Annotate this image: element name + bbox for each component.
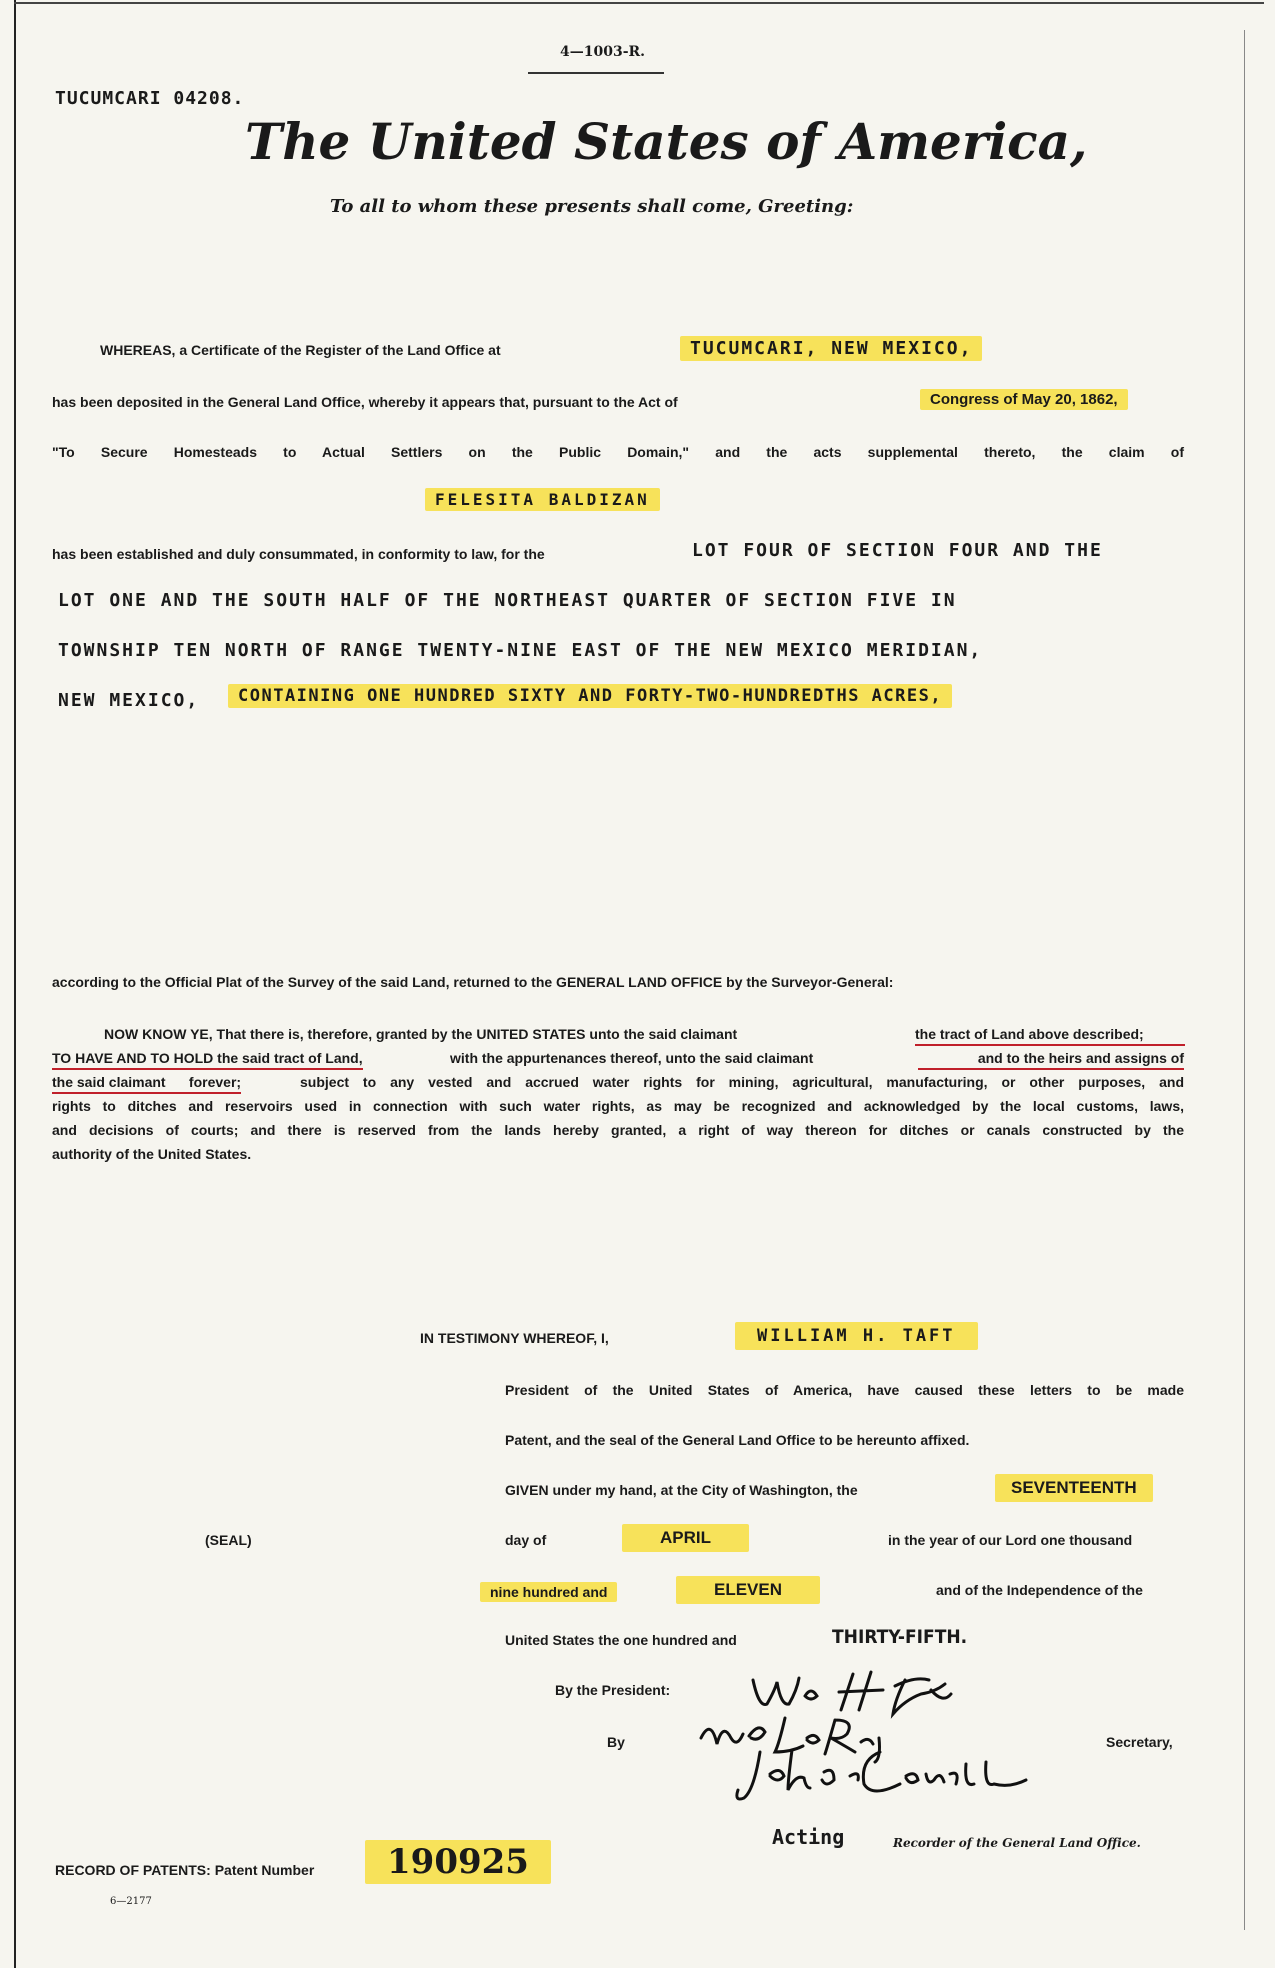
grant-line3b: subject to any vested and accrued water rights for mining, agricultural, manufacturing, or other purposes, and [300,1074,1184,1090]
land-description-2: LOT ONE AND THE SOUTH HALF OF THE NORTHEAST QUARTER OF SECTION FIVE IN [58,590,957,611]
day-of-label: day of [505,1532,547,1548]
form-number: 4—1003-R. [560,44,646,60]
serial-number: TUCUMCARI 04208. [55,88,245,109]
land-office: TUCUMCARI, NEW MEXICO, [680,336,982,361]
patent-number: 190925 [365,1840,551,1884]
grant-line2c: and to the heirs and assigns of [918,1048,1184,1070]
year-of-label: in the year of our Lord one thousand [888,1532,1133,1548]
document-title: The United States of America, [245,112,1088,171]
grant-line3a: the said claimant forever; [52,1072,241,1094]
testimony-line1: President of the United States of America, have caused these letters to be made [505,1382,1184,1398]
given-year: ELEVEN [676,1576,820,1604]
independence-year: THIRTY-FIFTH. [832,1626,968,1648]
grant-line2a: TO HAVE AND TO HOLD the said tract of Land, [52,1048,363,1070]
president-name: WILLIAM H. TAFT [735,1322,978,1350]
land-description-1: LOT FOUR OF SECTION FOUR AND THE [692,540,1103,561]
grant-line1b: the tract of Land above described; [915,1024,1185,1046]
grant-line4: rights to ditches and reservoirs used in connection with such water rights, as may be recognized and acknowledged by the local customs, laws, [52,1098,1184,1114]
grant-line1a: NOW KNOW YE, That there is, therefore, granted by the UNITED STATES unto the said claimant [104,1026,738,1042]
bottom-form-number: 6—2177 [110,1896,152,1907]
by-president-label: By the President: [555,1682,671,1698]
left-border [14,0,16,1968]
seal-label: (SEAL) [205,1532,252,1548]
land-acreage: CONTAINING ONE HUNDRED SIXTY AND FORTY-TWO-HUNDREDTHS ACRES, [228,684,952,708]
land-description-3: TOWNSHIP TEN NORTH OF RANGE TWENTY-NINE EAST OF THE NEW MEXICO MERIDIAN, [58,640,983,661]
given-month: APRIL [622,1524,749,1552]
testimony-intro: IN TESTIMONY WHEREOF, I, [420,1330,609,1346]
greeting: To all to whom these presents shall come, Greeting: [330,196,854,217]
testimony-line2: Patent, and the seal of the General Land Office to be hereunto affixed. [505,1432,970,1448]
claimant-name: FELESITA BALDIZAN [425,488,660,511]
independence-label: and of the Independence of the [936,1582,1143,1598]
recorder-signature [730,1740,1050,1810]
grant-line6: authority of the United States. [52,1146,252,1162]
grant-line5: and decisions of courts; and there is reserved from the lands hereby granted, a right of way thereon for ditches or canals constructed by the [52,1122,1184,1138]
given-day: SEVENTEENTH [995,1474,1153,1502]
recorder-label: Recorder of the General Land Office. [893,1836,1141,1850]
whereas-line3: "To Secure Homesteads to Actual Settlers on the Public Domain," and the acts supplemental thereto, the claim of [52,444,1184,460]
whereas-line4: has been established and duly consummated, in conformity to law, for the [52,546,545,562]
testimony-line3: GIVEN under my hand, at the City of Washington, the [505,1482,858,1498]
according-line: according to the Official Plat of the Survey of the said Land, returned to the GENERAL LAND OFFICE by the Surveyor-General: [52,974,894,990]
record-label: RECORD OF PATENTS: Patent Number [55,1862,315,1878]
right-border [1244,30,1245,1930]
grant-line2b: with the appurtenances thereof, unto the said claimant [450,1050,814,1066]
acting-label: Acting [772,1825,845,1849]
us-one-hundred-label: United States the one hundred and [505,1632,737,1648]
act-of-congress: Congress of May 20, 1862, [920,389,1128,410]
top-border [14,2,1264,4]
form-number-rule [528,72,664,74]
whereas-line2: has been deposited in the General Land Office, whereby it appears that, pursuant to the Act of [52,394,678,410]
secretary-label: Secretary, [1106,1734,1173,1750]
whereas-line1: WHEREAS, a Certificate of the Register of the Land Office at [100,342,501,358]
nine-hundred-label: nine hundred and [480,1582,617,1602]
land-description-4a: NEW MEXICO, [58,690,200,711]
by-label: By [607,1734,625,1750]
